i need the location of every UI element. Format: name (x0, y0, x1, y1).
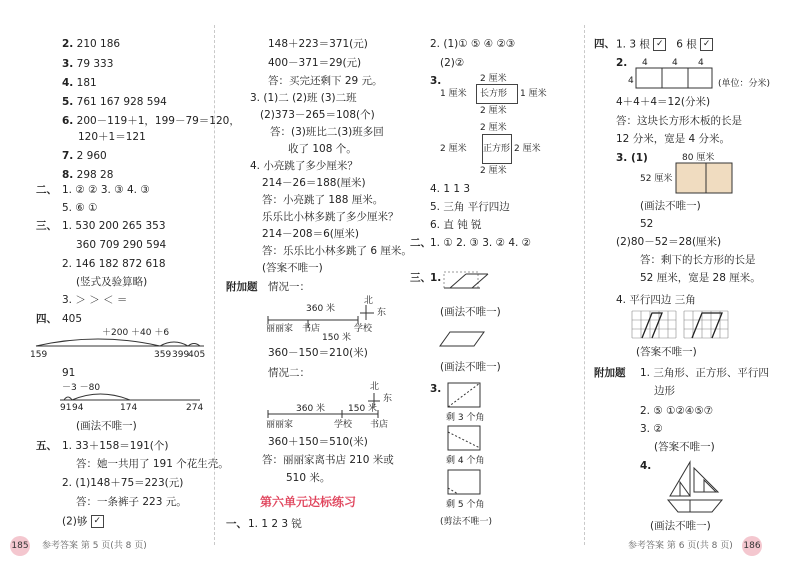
answer-line: 12 分米，宽是 4 分米。 (616, 133, 731, 145)
answer-line: 1. 530 200 265 353 (62, 220, 166, 232)
answer-line: 120＋1＝121 (78, 131, 146, 143)
equation: (2)80－52＝28(厘米) (616, 236, 722, 248)
answer-value: 405 (62, 313, 83, 325)
answer-line: 1. 33＋158＝191(个) (62, 440, 169, 452)
tick-label: 274 (186, 403, 204, 413)
grid-drawing-1 (632, 311, 678, 339)
answer-line: (答案不唯一) (262, 262, 323, 274)
note: (画法不唯一) (76, 420, 137, 432)
place-label: 丽丽家 (266, 324, 294, 334)
case-label: 情况一： (268, 281, 310, 293)
place-label: 丽丽家 (266, 420, 294, 430)
dimension-label: 2 厘米 (480, 166, 507, 176)
tick-label: 91 (60, 403, 72, 413)
question-number: 4. (640, 460, 652, 472)
case-label: 情况二： (268, 367, 310, 379)
answer-value: 91 (62, 367, 76, 379)
note: (画法不唯一) (440, 306, 501, 318)
note: (画法不唯一) (640, 200, 701, 212)
answer-line: 2. ⑤ ①②④⑤⑦ (640, 405, 714, 417)
answer-line: 答：一条裤子 223 元。 (76, 496, 187, 508)
check-icon: ✓ (91, 515, 104, 528)
answer-line: 214－208＝6(厘米) (262, 228, 359, 240)
answer-line: 360 709 290 594 (76, 239, 167, 251)
column-divider (584, 25, 585, 545)
answer-line: 4. 平行四边 三角 (616, 294, 696, 306)
dimension-label: 2 厘米 (440, 144, 467, 154)
answer-line: 3. 79 333 (62, 58, 114, 70)
number-line-labels: ＋200 ＋40 ＋6 (102, 328, 170, 338)
distance-label: 360 米 (296, 404, 326, 414)
tick-label: 405 (188, 350, 206, 360)
answer-line: 3. ＞ ＞ ＜ ＝ (62, 294, 128, 306)
answer-line: 答：小亮跳了 188 厘米。 (262, 194, 384, 206)
note: (答案不唯一) (636, 346, 697, 358)
answer-line: 2. 146 182 872 618 (62, 258, 166, 270)
answer-line: 4. 181 (62, 77, 97, 89)
answer-line: 答：(3)班比二(3)班多回 (270, 126, 384, 138)
answer-line: 6. 200－119＋1，199－79＝120， (62, 115, 240, 127)
answer-line: 答：她一共用了 191 个花生壳。 (76, 458, 229, 470)
note: (画法不唯一) (650, 520, 711, 532)
section-label: 五、 (36, 440, 57, 452)
drawing-angle (444, 272, 504, 292)
cut-label: 剩 3 个角 (446, 413, 485, 423)
check-icon: ✓ (653, 38, 666, 51)
distance-label: 360 米 (306, 304, 336, 314)
answer-line: 214－26＝188(厘米) (262, 177, 366, 189)
answer-line: 边形 (654, 385, 675, 397)
answer-line: 答：买完还剩下 29 元。 (268, 75, 383, 87)
answer-line: (2)373－265＝108(个) (260, 109, 375, 121)
section-label: 二、 (36, 184, 57, 196)
answer-line: 1. ② ② 3. ③ 4. ③ (62, 184, 150, 196)
answer-line: (2)② (440, 57, 465, 69)
note: (画法不唯一) (440, 361, 501, 373)
dimension-label: 1 厘米 (520, 89, 547, 99)
question-number: 3. (430, 383, 442, 395)
compass-north: 北 (370, 382, 380, 392)
answer-line: 400－371＝29(元) (268, 57, 362, 69)
answer-line: 1. 1 2 3 锐 (248, 518, 302, 530)
question-number: 3. (1) (616, 152, 648, 164)
block-label: 4 (642, 58, 648, 68)
answer-line: 3. ② (640, 423, 663, 435)
answer-line: 52 厘米，宽是 28 厘米。 (640, 272, 761, 284)
block-label: 4 (698, 58, 704, 68)
extra-question-label: 附加题 (226, 281, 258, 293)
tick-label: 359 (154, 350, 172, 360)
equation: 360－150＝210(米) (268, 347, 368, 359)
answer-line: 4. 1 1 3 (430, 183, 471, 195)
cut-square-1 (448, 383, 482, 409)
equation: 360＋150＝510(米) (268, 436, 368, 448)
answer-line: 1. 3 根 ✓ 6 根 ✓ (616, 38, 713, 52)
place-label: 书店 (302, 324, 321, 334)
cut-square-2 (448, 426, 482, 452)
unit-label: (单位：分米) (718, 79, 771, 89)
answer-line: 5. ⑥ ① (62, 202, 98, 214)
block-label: 4 (672, 58, 678, 68)
page-number-badge: 185 (10, 536, 30, 556)
tick-label: 159 (30, 350, 48, 360)
tick-label: 174 (120, 403, 138, 413)
cut-square-3 (448, 470, 482, 496)
answer-line: 2. (1)① ⑤ ④ ②③ (430, 38, 516, 50)
section-label: 三、 (36, 220, 57, 232)
section-label: 二、 (410, 237, 431, 249)
place-label: 书店 (370, 420, 389, 430)
answer-line: 6. 直 钝 锐 (430, 219, 482, 231)
grid-drawing-2 (684, 311, 730, 339)
compass-east: 东 (377, 308, 387, 318)
answer-line: 4. 小亮跳了多少厘米？ (250, 160, 358, 172)
answer-line: 3. (1)二 (2)班 (3)二班 (250, 92, 357, 104)
dimension-label: 2 厘米 (480, 106, 507, 116)
tangram-sailboat (660, 462, 730, 518)
answer-line: (竖式及验算略) (76, 276, 148, 288)
footer-text: 参考答案 第 6 页(共 8 页) (628, 541, 733, 551)
page-number-badge: 186 (742, 536, 762, 556)
footer-text: 参考答案 第 5 页(共 8 页) (42, 541, 147, 551)
question-number: 1. (430, 272, 442, 284)
answer-line: 1. ① 2. ③ 3. ② 4. ② (430, 237, 532, 249)
answer-line: 510 米。 (286, 472, 331, 484)
cut-label: 剩 5 个角 (446, 500, 485, 510)
dimension-label: 80 厘米 (682, 153, 715, 163)
place-label: 学校 (354, 324, 373, 334)
answer-line: (2)够 ✓ (62, 515, 104, 529)
answer-line: 答：乐乐比小林多跳了 6 厘米。 (262, 245, 412, 257)
answer-line: 5. 三角 平行四边 (430, 201, 510, 213)
answer-line: 1. 三角形、正方形、平行四 (640, 367, 769, 379)
equation: 4＋4＋4＝12(分米) (616, 96, 711, 108)
distance-label: 150 米 (322, 333, 352, 343)
check-icon: ✓ (700, 38, 713, 51)
dimension-label: 1 厘米 (440, 89, 467, 99)
answer-line: 7. 2 960 (62, 150, 107, 162)
answer-line: 148＋223＝371(元) (268, 38, 368, 50)
dimension-label: 2 厘米 (480, 74, 507, 84)
tick-label: 94 (72, 403, 84, 413)
answer-line: 收了 108 个。 (288, 143, 357, 155)
dimension-label: 2 厘米 (514, 144, 541, 154)
note: (剪法不唯一) (440, 517, 493, 527)
answer-value: 52 (640, 218, 654, 230)
board-cut-diagram (676, 163, 736, 195)
question-number: 2. (616, 57, 628, 69)
shape-label: 正方形 (483, 144, 511, 154)
compass-east: 东 (383, 394, 393, 404)
section-label: 四、 (36, 313, 57, 325)
compass-north: 北 (364, 296, 374, 306)
tick-label: 399 (172, 350, 190, 360)
note: (答案不唯一) (654, 441, 715, 453)
answer-line: 8. 298 28 (62, 169, 114, 181)
answer-line: 2. (1)148＋75＝223(元) (62, 477, 184, 489)
section-label: 三、 (410, 272, 431, 284)
section-label: 一、 (226, 518, 247, 530)
section-label: 四、 (594, 38, 615, 50)
question-number: 3. (430, 75, 442, 87)
answer-line: 2. 210 186 (62, 38, 121, 50)
number-line-labels: －3 －80 (62, 383, 101, 393)
answer-line: 答：丽丽家离书店 210 米或 (262, 454, 394, 466)
unit-title: 第六单元达标练习 (260, 495, 357, 509)
answer-line: 答：剩下的长方形的长是 (640, 254, 756, 266)
extra-question-label: 附加题 (594, 367, 626, 379)
place-label: 学校 (334, 420, 353, 430)
drawing-parallelogram (440, 330, 490, 348)
shape-label: 长方形 (480, 89, 508, 99)
answer-line: 5. 761 167 928 594 (62, 96, 167, 108)
answer-line: 答：这块长方形木板的长是 (616, 115, 742, 127)
dimension-label: 2 厘米 (480, 123, 507, 133)
answer-line: 乐乐比小林多跳了多少厘米？ (262, 211, 399, 223)
cut-label: 剩 4 个角 (446, 456, 485, 466)
block-label: 4 (628, 76, 634, 86)
wood-board-diagram (636, 66, 716, 90)
distance-label: 150 米 (348, 404, 378, 414)
dimension-label: 52 厘米 (640, 174, 673, 184)
